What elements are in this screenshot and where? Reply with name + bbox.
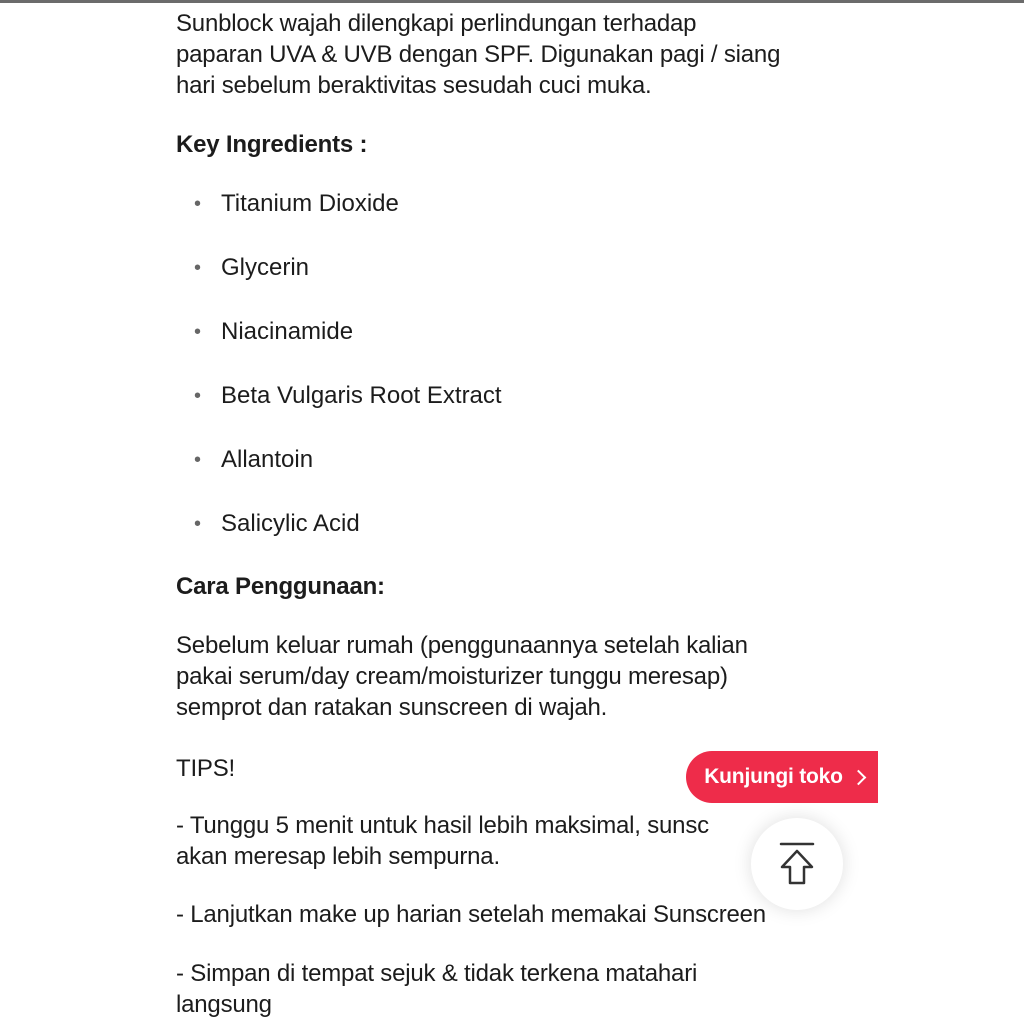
tip-line: - Simpan di tempat sejuk & tidak terkena matahari bbox=[176, 960, 698, 987]
intro-line: paparan UVA & UVB dengan SPF. Digunakan pagi / siang bbox=[176, 41, 781, 68]
list-item bbox=[176, 364, 502, 428]
bullet-icon: • bbox=[194, 385, 202, 407]
bullet-icon: • bbox=[194, 257, 202, 279]
intro-line: Sunblock wajah dilengkapi perlindungan terhadap bbox=[176, 10, 697, 37]
top-divider bbox=[0, 0, 1024, 3]
usage-line: pakai serum/day cream/moisturizer tunggu meresap) bbox=[176, 663, 728, 690]
list-item bbox=[176, 492, 502, 556]
visit-shop-button[interactable] bbox=[686, 751, 878, 803]
intro-paragraph bbox=[176, 8, 780, 101]
list-item bbox=[176, 428, 502, 492]
tip-item bbox=[176, 810, 816, 872]
ingredient-name: Salicylic Acid bbox=[221, 510, 360, 537]
ingredient-name: Beta Vulgaris Root Extract bbox=[221, 382, 502, 409]
visit-shop-label: Kunjungi toko bbox=[704, 765, 843, 788]
tip-line: - Tunggu 5 menit untuk hasil lebih maksimal, sunsc bbox=[176, 812, 709, 839]
tip-item bbox=[176, 958, 697, 1020]
list-item bbox=[176, 172, 502, 236]
usage-heading: Cara Penggunaan: bbox=[176, 573, 385, 600]
bullet-icon: • bbox=[194, 513, 202, 535]
usage-line: Sebelum keluar rumah (penggunaannya setelah kalian bbox=[176, 632, 748, 659]
tip-item: - Lanjutkan make up harian setelah memakai Sunscreen bbox=[176, 901, 766, 928]
tips-label: TIPS! bbox=[176, 755, 236, 782]
bullet-icon: • bbox=[194, 193, 202, 215]
list-item bbox=[176, 236, 502, 300]
scroll-to-top-button[interactable] bbox=[751, 818, 843, 910]
arrow-up-to-top-icon bbox=[777, 841, 817, 887]
bullet-icon: • bbox=[194, 321, 202, 343]
bullet-icon: • bbox=[194, 449, 202, 471]
tip-line: akan meresap lebih sempurna. bbox=[176, 843, 500, 870]
ingredients-list bbox=[176, 172, 502, 556]
ingredient-name: Titanium Dioxide bbox=[221, 190, 399, 217]
intro-line: hari sebelum beraktivitas sesudah cuci muka. bbox=[176, 72, 652, 99]
list-item bbox=[176, 300, 502, 364]
ingredient-name: Niacinamide bbox=[221, 318, 354, 345]
key-ingredients-heading: Key Ingredients : bbox=[176, 131, 368, 158]
usage-line: semprot dan ratakan sunscreen di wajah. bbox=[176, 694, 608, 721]
chevron-right-icon bbox=[850, 769, 866, 785]
ingredient-name: Allantoin bbox=[221, 446, 314, 473]
usage-paragraph bbox=[176, 630, 748, 723]
tip-line: langsung bbox=[176, 991, 272, 1018]
ingredient-name: Glycerin bbox=[221, 254, 310, 281]
